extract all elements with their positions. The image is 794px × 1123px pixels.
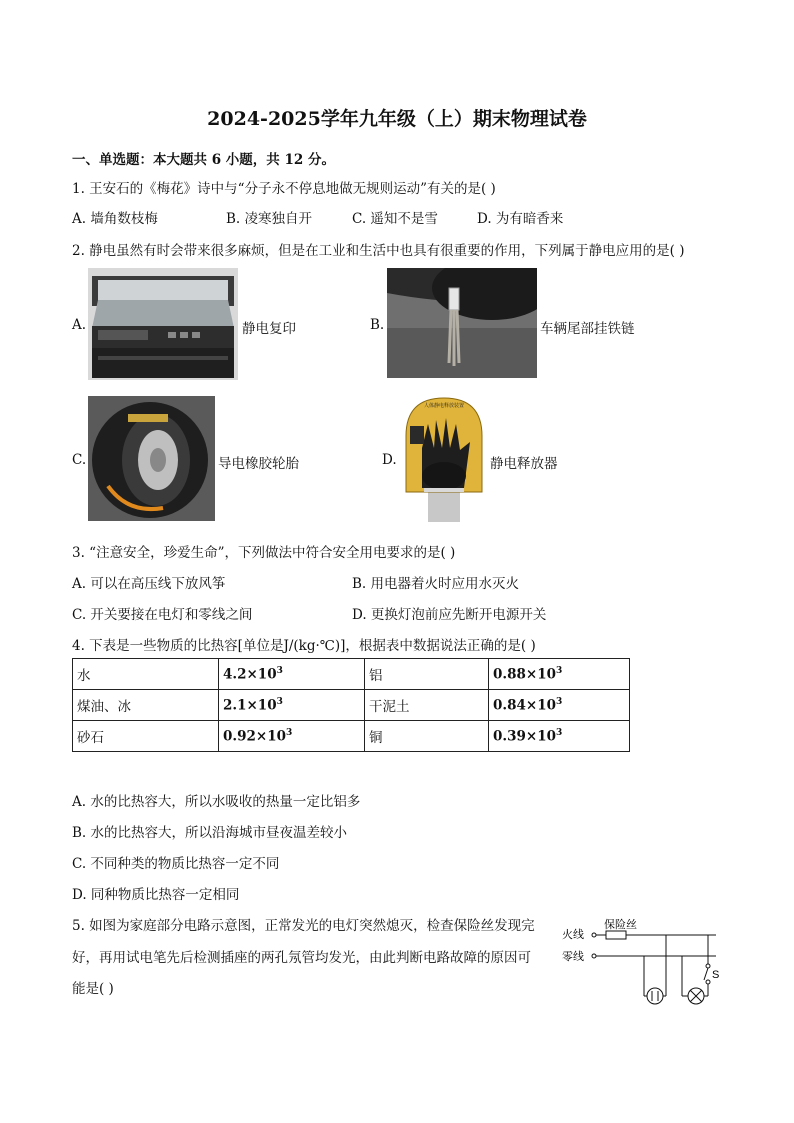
- q5-stem-line3: 能是( ): [72, 981, 114, 997]
- q2-option-a-letter: A.: [72, 317, 87, 333]
- table-cell: $4.2\times 10^3$: [219, 659, 365, 690]
- household-circuit-diagram: [558, 914, 722, 1010]
- table-cell: 铝: [365, 659, 489, 690]
- q1-option-a: A. 墙角数枝梅: [72, 211, 158, 227]
- table-cell: 铜: [365, 721, 489, 752]
- q1-option-d: D. 为有暗香来: [477, 211, 564, 227]
- q2-option-b-text: 车辆尾部挂铁链: [540, 321, 635, 337]
- q2-option-c-letter: C.: [72, 452, 87, 468]
- q4-option-a: A. 水的比热容大，所以水吸收的热量一定比铝多: [72, 794, 361, 810]
- q3-option-c: C. 开关要接在电灯和零线之间: [72, 607, 253, 623]
- q3-option-b: B. 用电器着火时应用水灭火: [352, 576, 520, 592]
- fuse-label: 保险丝: [604, 919, 637, 931]
- q1-option-c: C. 遥知不是雪: [352, 211, 438, 227]
- q2-option-a-text: 静电复印: [242, 321, 296, 337]
- table-cell: 水: [73, 659, 219, 690]
- table-cell: $0.88\times 10^3$: [489, 659, 630, 690]
- q2-option-c-text: 导电橡胶轮胎: [218, 456, 299, 472]
- q5-stem-line2: 好，再用试电笔先后检测插座的两孔氖管均发光，由此判断电路故障的原因可: [72, 950, 531, 966]
- neutral-wire-label: 零线: [562, 951, 584, 963]
- q3-option-a: A. 可以在高压线下放风筝: [72, 576, 226, 592]
- page-title: 2024-2025学年九年级（上）期末物理试卷: [207, 108, 587, 130]
- table-cell: $0.39\times 10^3$: [489, 721, 630, 752]
- section-heading: 一、单选题：本大题共 6 小题，共 12 分。: [72, 152, 335, 168]
- table-row: [73, 690, 630, 721]
- q2-option-d-text: 静电释放器: [490, 456, 558, 472]
- q2-option-d-letter: D.: [382, 452, 397, 468]
- q1-option-b: B. 凌寒独自开: [226, 211, 313, 227]
- q4-stem: 4. 下表是一些物质的比热容[单位是J/(kg·℃)]，根据表中数据说法正确的是( ): [72, 638, 536, 654]
- q2-stem: 2. 静电虽然有时会带来很多麻烦，但是在工业和生活中也具有很重要的作用，下列属于静电应用的是( ): [72, 243, 685, 259]
- q2-option-b-letter: B.: [370, 317, 385, 333]
- photocopier-image: [88, 268, 238, 380]
- table-row: [73, 721, 630, 752]
- live-wire-label: 火线: [562, 929, 584, 941]
- table-row: [73, 659, 630, 690]
- specific-heat-table: [72, 658, 630, 752]
- table-cell: 煤油、冰: [73, 690, 219, 721]
- q1-stem: 1. 王安石的《梅花》诗中与“分子永不停息地做无规则运动”有关的是( ): [72, 181, 496, 197]
- vehicle-chain-image: [387, 268, 537, 378]
- static-discharger-image: [402, 396, 486, 522]
- q4-option-b: B. 水的比热容大，所以沿海城市昼夜温差较小: [72, 825, 348, 841]
- table-cell: 干泥土: [365, 690, 489, 721]
- q4-option-c: C. 不同种类的物质比热容一定不同: [72, 856, 280, 872]
- table-cell: $0.84\times 10^3$: [489, 690, 630, 721]
- q3-option-d: D. 更换灯泡前应先断开电源开关: [352, 607, 547, 623]
- rubber-tire-image: [88, 396, 215, 521]
- table-cell: 砂石: [73, 721, 219, 752]
- table-cell: $2.1\times 10^3$: [219, 690, 365, 721]
- q4-option-d: D. 同种物质比热容一定相同: [72, 887, 240, 903]
- q5-stem-line1: 5. 如图为家庭部分电路示意图，正常发光的电灯突然熄灭，检查保险丝发现完: [72, 918, 535, 934]
- discharger-label: 人体静电释放装置: [423, 403, 464, 409]
- switch-label: S: [712, 969, 720, 981]
- table-cell: $0.92\times 10^3$: [219, 721, 365, 752]
- q3-stem: 3. “注意安全，珍爱生命”，下列做法中符合安全用电要求的是( ): [72, 545, 456, 561]
